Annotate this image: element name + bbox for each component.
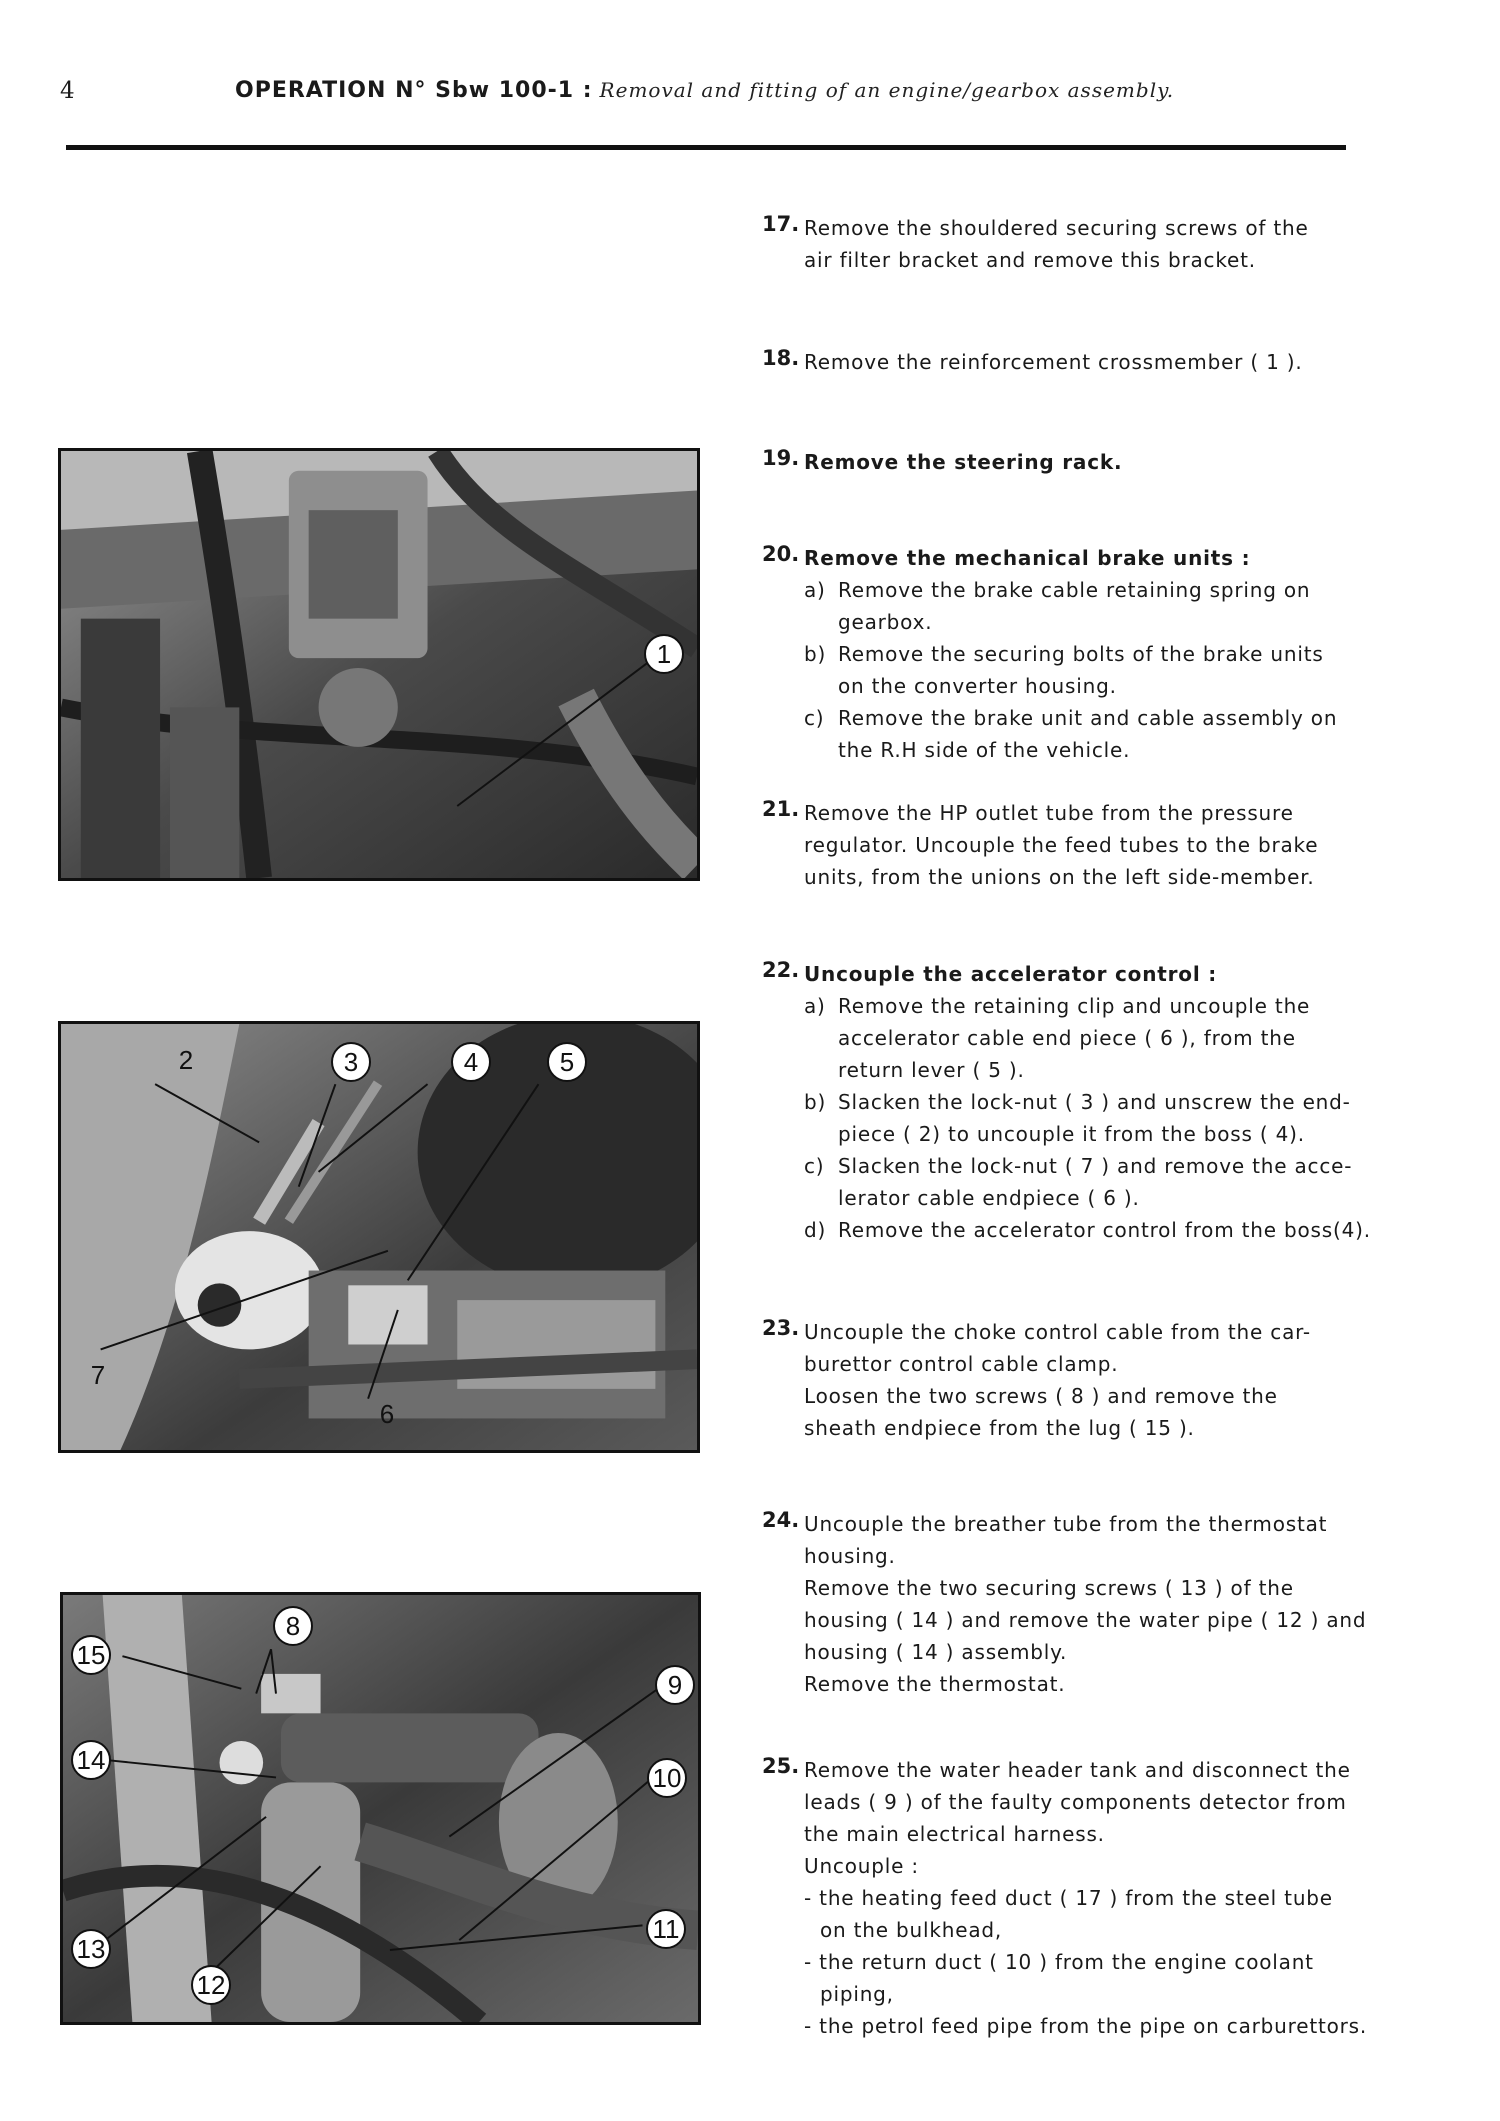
sub-item-text: Slacken the lock-nut ( 3 ) and unscrew the end- xyxy=(838,1090,1351,1114)
step-24 xyxy=(762,1508,1412,1700)
bullet-item: on the bulkhead, xyxy=(820,1918,1003,1942)
photo-crossmember xyxy=(58,448,700,881)
step-text: Remove the reinforcement crossmember ( 1 ). xyxy=(804,350,1303,374)
sub-item-text: Remove the accelerator control from the boss(4). xyxy=(838,1218,1371,1242)
step-text: Remove the HP outlet tube from the pressure xyxy=(804,801,1294,825)
sub-item xyxy=(804,574,1412,638)
step-text: sheath endpiece from the lug ( 15 ). xyxy=(804,1416,1195,1440)
step-text: regulator. Uncouple the feed tubes to the brake xyxy=(804,833,1319,857)
step-text: Remove the shouldered securing screws of the xyxy=(804,216,1309,240)
step-21 xyxy=(762,797,1412,893)
callout-10: 10 xyxy=(647,1758,687,1798)
step-19 xyxy=(762,446,1412,478)
step-title: Uncouple the accelerator control : xyxy=(804,962,1218,986)
step-23 xyxy=(762,1316,1412,1444)
callout-8: 8 xyxy=(273,1606,313,1646)
sub-item-label: b) xyxy=(804,1090,827,1114)
callout-13: 13 xyxy=(71,1929,111,1969)
sub-item-text: Slacken the lock-nut ( 7 ) and remove the acce- xyxy=(838,1154,1353,1178)
step-text: Remove the water header tank and disconnect the xyxy=(804,1758,1351,1782)
bullet-item: - the petrol feed pipe from the pipe on carburettors. xyxy=(804,2014,1368,2038)
step-text: units, from the unions on the left side-member. xyxy=(804,865,1315,889)
callout-6: 6 xyxy=(379,1399,395,1429)
operation-subtitle: Removal and fitting of an engine/gearbox assembly. xyxy=(599,78,1175,102)
step-number: 19. xyxy=(762,446,800,470)
sub-item-text: return lever ( 5 ). xyxy=(838,1058,1025,1082)
sub-item-label: d) xyxy=(804,1218,827,1242)
step-text: housing. xyxy=(804,1544,896,1568)
step-number: 18. xyxy=(762,346,800,370)
sub-item xyxy=(804,1214,1412,1246)
step-number: 24. xyxy=(762,1508,800,1532)
sub-item xyxy=(804,638,1412,702)
header-rule xyxy=(66,145,1346,150)
step-text: housing ( 14 ) assembly. xyxy=(804,1640,1068,1664)
sub-item-label: b) xyxy=(804,642,827,666)
step-number: 25. xyxy=(762,1754,800,1778)
sub-item-label: a) xyxy=(804,578,826,602)
bullet-item: piping, xyxy=(820,1982,894,2006)
sub-item-text: Remove the retaining clip and uncouple the xyxy=(838,994,1311,1018)
step-text: housing ( 14 ) and remove the water pipe ( 12 ) and xyxy=(804,1608,1367,1632)
step-text: Loosen the two screws ( 8 ) and remove the xyxy=(804,1384,1278,1408)
step-text: the main electrical harness. xyxy=(804,1822,1105,1846)
step-number: 22. xyxy=(762,958,800,982)
callout-9: 9 xyxy=(655,1665,695,1705)
sub-item-text: lerator cable endpiece ( 6 ). xyxy=(838,1186,1140,1210)
callout-11: 11 xyxy=(646,1909,686,1949)
sub-item-text: gearbox. xyxy=(838,610,933,634)
sub-item-label: c) xyxy=(804,1154,825,1178)
step-number: 23. xyxy=(762,1316,800,1340)
callout-14: 14 xyxy=(71,1740,111,1780)
callout-7: 7 xyxy=(90,1360,106,1390)
callout-3: 3 xyxy=(331,1042,371,1082)
callout-1: 1 xyxy=(644,634,684,674)
photo-accelerator xyxy=(58,1021,700,1453)
callout-5: 5 xyxy=(547,1042,587,1082)
sub-item-text: on the converter housing. xyxy=(838,674,1117,698)
step-text: Uncouple : xyxy=(804,1854,919,1878)
callout-2: 2 xyxy=(178,1045,194,1075)
operation-title: OPERATION N° Sbw 100-1 : xyxy=(235,78,593,103)
sub-item-text: Remove the brake cable retaining spring on xyxy=(838,578,1311,602)
sub-item-text: piece ( 2) to uncouple it from the boss ( 4). xyxy=(838,1122,1305,1146)
step-17 xyxy=(762,212,1412,276)
page-header xyxy=(235,78,1174,103)
step-text: burettor control cable clamp. xyxy=(804,1352,1119,1376)
sub-item xyxy=(804,702,1412,766)
sub-item xyxy=(804,990,1412,1086)
step-25 xyxy=(762,1754,1412,2042)
step-text: Remove the steering rack. xyxy=(804,450,1123,474)
sub-item-label: a) xyxy=(804,994,826,1018)
sub-item-text: Remove the brake unit and cable assembly on xyxy=(838,706,1338,730)
callout-15: 15 xyxy=(71,1635,111,1675)
bullet-item: - the return duct ( 10 ) from the engine coolant xyxy=(804,1950,1314,1974)
step-text: air filter bracket and remove this bracket. xyxy=(804,248,1256,272)
step-title: Remove the mechanical brake units : xyxy=(804,546,1251,570)
step-text: leads ( 9 ) of the faulty components detector from xyxy=(804,1790,1347,1814)
step-number: 21. xyxy=(762,797,800,821)
step-22 xyxy=(762,958,1412,1246)
sub-item xyxy=(804,1086,1412,1150)
photo-thermostat xyxy=(60,1592,701,2025)
engine-photo-2 xyxy=(61,1024,697,1450)
step-text: Remove the thermostat. xyxy=(804,1672,1066,1696)
engine-photo-3 xyxy=(63,1595,698,2022)
step-20 xyxy=(762,542,1412,766)
sub-item-text: the R.H side of the vehicle. xyxy=(838,738,1131,762)
sub-item-text: accelerator cable end piece ( 6 ), from the xyxy=(838,1026,1296,1050)
step-number: 20. xyxy=(762,542,800,566)
sub-item xyxy=(804,1150,1412,1214)
step-18 xyxy=(762,346,1412,378)
step-number: 17. xyxy=(762,212,800,236)
step-text: Remove the two securing screws ( 13 ) of the xyxy=(804,1576,1294,1600)
step-text: Uncouple the breather tube from the thermostat xyxy=(804,1512,1328,1536)
callout-4: 4 xyxy=(451,1042,491,1082)
sub-item-label: c) xyxy=(804,706,825,730)
bullet-item: - the heating feed duct ( 17 ) from the steel tube xyxy=(804,1886,1333,1910)
callout-12: 12 xyxy=(191,1965,231,2005)
engine-photo-1 xyxy=(61,451,697,878)
page-number: 4 xyxy=(60,78,75,104)
step-text: Uncouple the choke control cable from the car- xyxy=(804,1320,1311,1344)
sub-item-text: Remove the securing bolts of the brake units xyxy=(838,642,1324,666)
